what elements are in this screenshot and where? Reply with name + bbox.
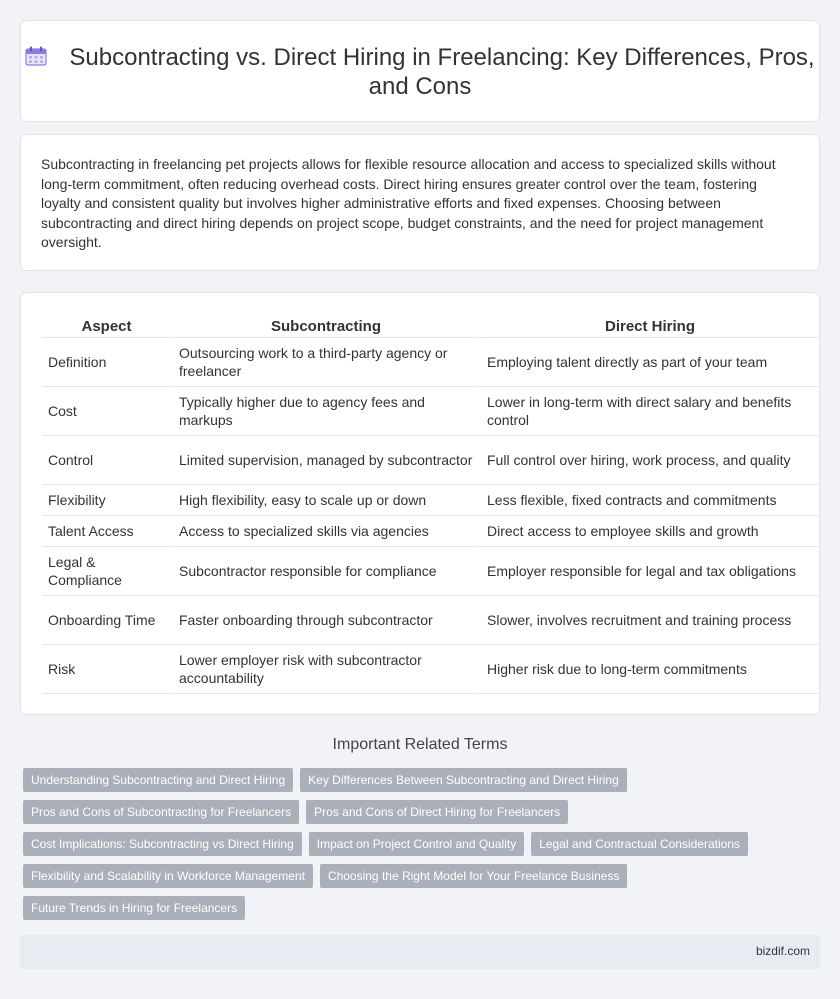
aspect-cell: Onboarding Time <box>42 596 171 645</box>
direct-hiring-cell: Higher risk due to long-term commitments <box>479 645 819 694</box>
calendar-icon <box>25 46 47 66</box>
comparison-card <box>20 292 820 715</box>
comparison-table <box>42 315 819 694</box>
title-wrap <box>21 43 819 101</box>
related-term-tag[interactable]: Flexibility and Scalability in Workforce Management <box>23 864 313 888</box>
subcontracting-cell: Limited supervision, managed by subcontractor <box>171 436 479 485</box>
tag-row <box>23 768 803 792</box>
header-direct-hiring: Direct Hiring <box>479 315 819 338</box>
table-row <box>42 485 819 516</box>
direct-hiring-cell: Employer responsible for legal and tax obligations <box>479 547 819 596</box>
table-row <box>42 436 819 485</box>
subcontracting-cell: Outsourcing work to a third-party agency or freelancer <box>171 338 479 387</box>
related-term-tag[interactable]: Cost Implications: Subcontracting vs Direct Hiring <box>23 832 302 856</box>
table-row <box>42 387 819 436</box>
page-title: Subcontracting vs. Direct Hiring in Freelancing: Key Differences, Pros, and Cons <box>69 44 815 100</box>
related-terms-list <box>23 768 803 928</box>
tag-row <box>23 832 803 856</box>
direct-hiring-cell: Direct access to employee skills and growth <box>479 516 819 547</box>
tag-row <box>23 864 803 888</box>
subcontracting-cell: Faster onboarding through subcontractor <box>171 596 479 645</box>
related-term-tag[interactable]: Pros and Cons of Subcontracting for Freelancers <box>23 800 299 824</box>
aspect-cell: Legal & Compliance <box>42 547 171 596</box>
footer <box>20 935 820 969</box>
direct-hiring-cell: Slower, involves recruitment and training process <box>479 596 819 645</box>
header-subcontracting: Subcontracting <box>171 315 479 338</box>
related-term-tag[interactable]: Key Differences Between Subcontracting and Direct Hiring <box>300 768 627 792</box>
subcontracting-cell: Access to specialized skills via agencies <box>171 516 479 547</box>
related-term-tag[interactable]: Choosing the Right Model for Your Freelance Business <box>320 864 628 888</box>
related-term-tag[interactable]: Impact on Project Control and Quality <box>309 832 524 856</box>
related-term-tag[interactable]: Future Trends in Hiring for Freelancers <box>23 896 245 920</box>
table-row <box>42 338 819 387</box>
related-term-tag[interactable]: Understanding Subcontracting and Direct Hiring <box>23 768 293 792</box>
summary-text: Subcontracting in freelancing pet projects allows for flexible resource allocation and access to specialized skills without long-term commitment, often reducing overhead costs. Direct hiring ensures greater control over the team, fostering loyalty and consistent quality but involves higher administrative efforts and fixed expenses. Choosing between subcontracting and direct hiring depends on project scope, budget constraints, and the need for project management oversight. <box>41 156 776 251</box>
subcontracting-cell: Subcontractor responsible for compliance <box>171 547 479 596</box>
related-term-tag[interactable]: Legal and Contractual Considerations <box>531 832 748 856</box>
header-card <box>20 20 820 122</box>
table-row <box>42 547 819 596</box>
aspect-cell: Flexibility <box>42 485 171 516</box>
tag-row <box>23 896 803 920</box>
table-row <box>42 645 819 694</box>
subcontracting-cell: High flexibility, easy to scale up or down <box>171 485 479 516</box>
summary-card <box>20 134 820 271</box>
aspect-cell: Risk <box>42 645 171 694</box>
subcontracting-cell: Typically higher due to agency fees and markups <box>171 387 479 436</box>
aspect-cell: Control <box>42 436 171 485</box>
footer-site-name[interactable]: bizdif.com <box>755 944 810 958</box>
header-aspect: Aspect <box>42 315 171 338</box>
table-row <box>42 516 819 547</box>
tag-row <box>23 800 803 824</box>
direct-hiring-cell: Employing talent directly as part of your team <box>479 338 819 387</box>
aspect-cell: Cost <box>42 387 171 436</box>
direct-hiring-cell: Full control over hiring, work process, and quality <box>479 436 819 485</box>
aspect-cell: Talent Access <box>42 516 171 547</box>
aspect-cell: Definition <box>42 338 171 387</box>
direct-hiring-cell: Less flexible, fixed contracts and commitments <box>479 485 819 516</box>
related-term-tag[interactable]: Pros and Cons of Direct Hiring for Freelancers <box>306 800 568 824</box>
subcontracting-cell: Lower employer risk with subcontractor accountability <box>171 645 479 694</box>
table-row <box>42 596 819 645</box>
direct-hiring-cell: Lower in long-term with direct salary and benefits control <box>479 387 819 436</box>
table-header-row <box>42 315 819 338</box>
related-terms-heading: Important Related Terms <box>332 736 508 753</box>
